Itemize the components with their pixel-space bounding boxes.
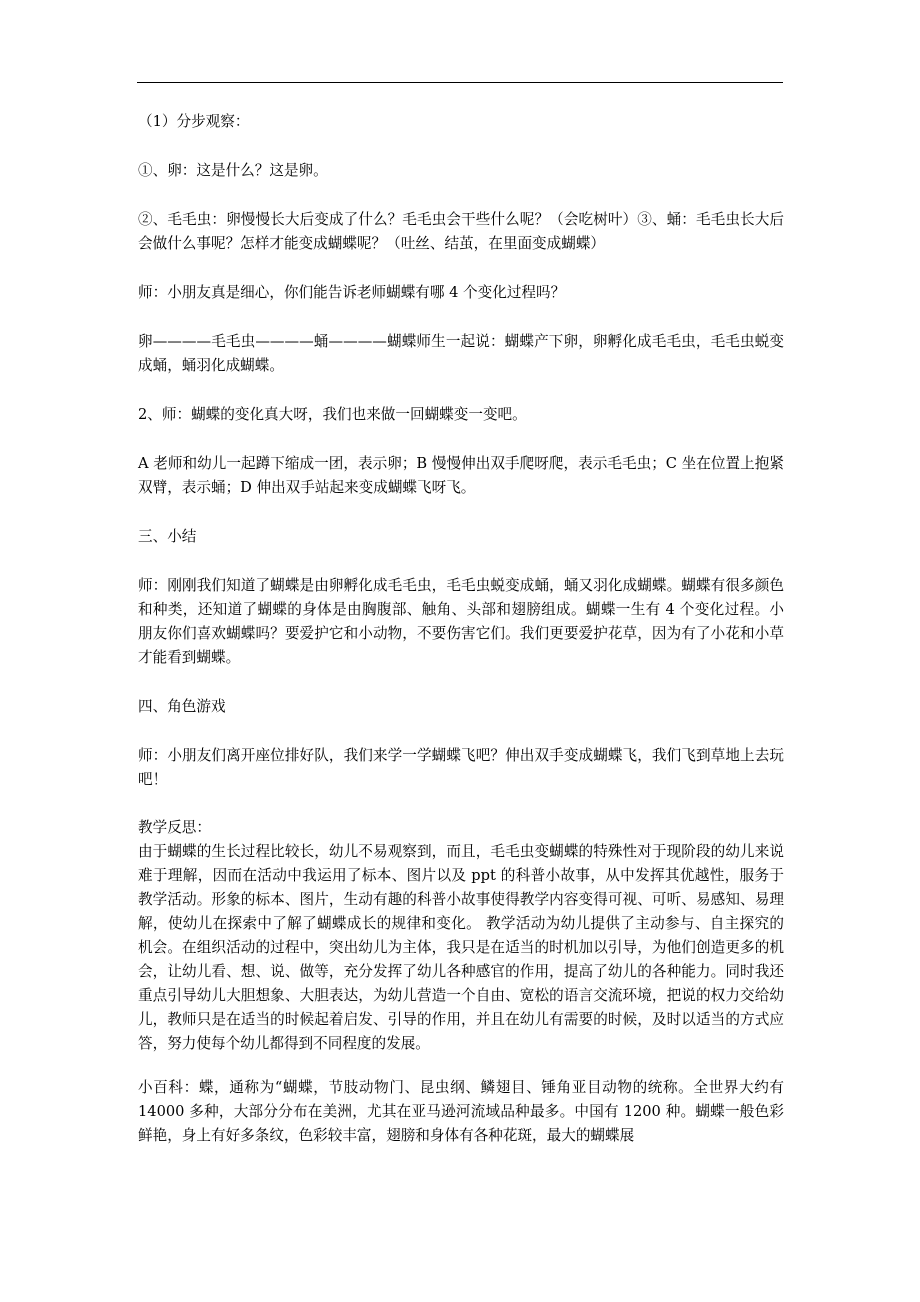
paragraph-role-actions: A 老师和幼儿一起蹲下缩成一团，表示卵；B 慢慢伸出双手爬呀爬，表示毛毛虫；C 坐在位置上抱紧双臂，表示蛹；D 伸出双手站起来变成蝴蝶飞呀飞。	[138, 455, 784, 496]
paragraph-caterpillar-pupa: ②、毛毛虫：卵慢慢长大后变成了什么？毛毛虫会干些什么呢？（会吃树叶）③、蛹：毛毛虫长大后会做什么事呢？怎样才能变成蝴蝶呢？（吐丝、结茧，在里面变成蝴蝶）	[138, 211, 784, 252]
paragraph-teacher-question: 师：小朋友真是细心，你们能告诉老师蝴蝶有哪 4 个变化过程吗？	[138, 284, 566, 301]
paragraph-activity-2: 2、师：蝴蝶的变化真大呀，我们也来做一回蝴蝶变一变吧。	[138, 406, 527, 423]
section-heading-summary: 三、小结	[138, 528, 197, 545]
paragraph-reflection: 由于蝴蝶的生长过程比较长，幼儿不易观察到，而且，毛毛虫变蝴蝶的特殊性对于现阶段的幼儿来说难于理解，因而在活动中我运用了标本、图片以及 ppt 的科普小故事，从中发挥其优越性，服务于教学活动。形象的标本、图片，生动有趣的科普小故事使得教学内容变得可视、可听、易感知、易理解，使幼儿在探索中了解了蝴蝶成长的规律和变化。 教学活动为幼儿提供了主动参与、自主探究的机会。在组织活动的过程中，突出幼儿为主体，我只是在适当的时机加以引导，为他们创造更多的机会，让幼儿看、想、说、做等，充分发挥了幼儿各种感官的作用，提高了幼儿的各种能力。同时我还重点引导幼儿大胆想象、大胆表达，为幼儿营造一个自由、宽松的语言交流环境，把说的权力交给幼儿，教师只是在适当的时候起着启发、引导的作用，并且在幼儿有需要的时候，及时以适当的方式应答，努力使每个幼儿都得到不同程度的发展。	[138, 843, 784, 1052]
paragraph-summary: 师：刚刚我们知道了蝴蝶是由卵孵化成毛毛虫，毛毛虫蜕变成蛹，蛹又羽化成蝴蝶。蝴蝶有很多颜色和种类，还知道了蝴蝶的身体是由胸腹部、触角、头部和翅膀组成。蝴蝶一生有 4 个变化过程。小朋友你们喜欢蝴蝶吗？要爱护它和小动物，不要伤害它们。我们更要爱护花草，因为有了小花和小草才能看到蝴蝶。	[138, 577, 784, 666]
paragraph-encyclopedia: 小百科：蝶，通称为“蝴蝶，节肢动物门、昆虫纲、鳞翅目、锤角亚目动物的统称。全世界大约有 14000 多种，大部分分布在美洲，尤其在亚马逊河流域品种最多。中国有 1200 种。蝴蝶一般色彩鲜艳，身上有好多条纹，色彩较丰富，翅膀和身体有各种花斑，最大的蝴蝶展	[138, 1079, 784, 1144]
paragraph-step-observe: （1）分步观察：	[138, 113, 250, 130]
section-heading-reflection: 教学反思：	[138, 819, 211, 836]
paragraph-role-play: 师：小朋友们离开座位排好队，我们来学一学蝴蝶飞吧？伸出双手变成蝴蝶飞，我们飞到草地上去玩吧！	[138, 747, 784, 788]
header-rule	[137, 82, 783, 83]
document-body	[138, 110, 784, 1148]
paragraph-egg: ①、卵：这是什么？这是卵。	[138, 162, 328, 179]
paragraph-life-cycle: 卵————毛毛虫————蛹————蝴蝶师生一起说：蝴蝶产下卵，卵孵化成毛毛虫，毛毛虫蜕变成蛹，蛹羽化成蝴蝶。	[138, 333, 784, 374]
section-heading-role-play: 四、角色游戏	[138, 698, 226, 715]
